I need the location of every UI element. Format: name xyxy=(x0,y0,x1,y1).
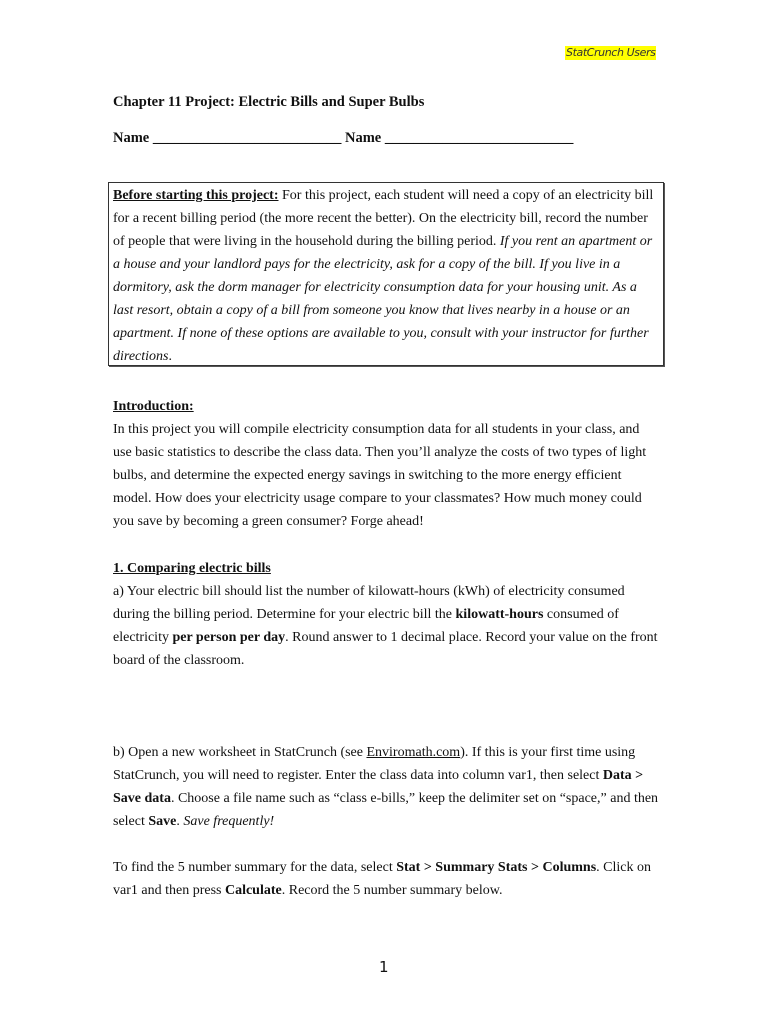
s1a-bold-2: per person per day xyxy=(172,630,286,645)
fn-text-3: . Record the 5 number summary below. xyxy=(281,883,503,898)
s1a-bold-1: kilowatt-hours xyxy=(455,607,544,622)
name-fields-line: Name __________________________ Name __________________________ xyxy=(113,130,574,146)
s1b-bold-1: Data > Save data xyxy=(113,768,644,806)
fn-text-2: . Click on var1 and then press xyxy=(113,860,651,898)
section-1a-text xyxy=(113,580,661,672)
s1b-text-3: . Choose a file name such as “class e-bills,” keep the delimiter set on “space,” and then select xyxy=(113,791,659,829)
s1b-text-1: b) Open a new worksheet in StatCrunch (see xyxy=(113,745,367,760)
s1b-bold-2: Save xyxy=(148,814,177,829)
s1b-text-2: ). If this is your first time using StatCrunch, you will need to register. Enter the class data into column var1, then select xyxy=(113,745,636,783)
introduction-text: In this project you will compile electricity consumption data for all students in your class, and use basic statistics to describe the class data. Then you’ll analyze the costs of two types of light bulbs, and determine the expected energy savings in switching to the more energy efficient model. How does your electricity usage compare to your classmates? How much money could you save by becoming a green consumer? Forge ahead! xyxy=(113,422,647,529)
before-starting-end: . xyxy=(168,349,172,364)
s1b-italic-1: Save frequently! xyxy=(183,814,275,829)
before-starting-text: For this project, each student will need a copy of an electricity bill for a recent billing period (the more recent the better). On the electricity bill, record the number of people that were living in the household during the billing period. xyxy=(113,188,654,249)
enviromath-link[interactable]: Enviromath.com xyxy=(366,745,461,760)
fn-bold-1: Stat > Summary Stats > Columns xyxy=(396,860,597,875)
s1b-text-4: . xyxy=(176,814,184,829)
introduction-section xyxy=(113,395,661,533)
fn-bold-2: Calculate xyxy=(224,883,282,898)
s1a-text-2: consumed of electricity xyxy=(113,607,619,645)
page-number: 1 xyxy=(379,958,389,976)
five-number-summary-instructions xyxy=(113,856,661,902)
section-1b xyxy=(113,741,661,833)
fn-text-1: To find the 5 number summary for the data, select xyxy=(113,860,397,875)
header-tag: StatCrunch Users xyxy=(566,46,656,59)
page-title: Chapter 11 Project: Electric Bills and Super Bulbs xyxy=(113,94,425,110)
s1a-text-3: . Round answer to 1 decimal place. Record your value on the front board of the classroom. xyxy=(113,630,658,668)
before-starting-box xyxy=(108,182,664,366)
s1a-text-1: a) Your electric bill should list the number of kilowatt-hours (kWh) of electricity consumed during the billing period. Determine for your electric bill the xyxy=(113,584,625,622)
before-starting-heading: Before starting this project: xyxy=(113,188,279,203)
section-1-heading: 1. Comparing electric bills xyxy=(113,561,271,576)
introduction-heading: Introduction: xyxy=(113,399,194,414)
before-starting-paragraph xyxy=(113,184,659,368)
before-starting-italic-text: If you rent an apartment or a house and your landlord pays for the electricity, ask for a copy of the bill. If you live in a dormitory, ask the dorm manager for electricity consumption data for your housing unit. As a last resort, obtain a copy of a bill from someone you know that lives nearby in a house or an apartment. If none of these options are available to you, consult with your instructor for further directions xyxy=(113,234,653,364)
section-1 xyxy=(113,557,661,672)
